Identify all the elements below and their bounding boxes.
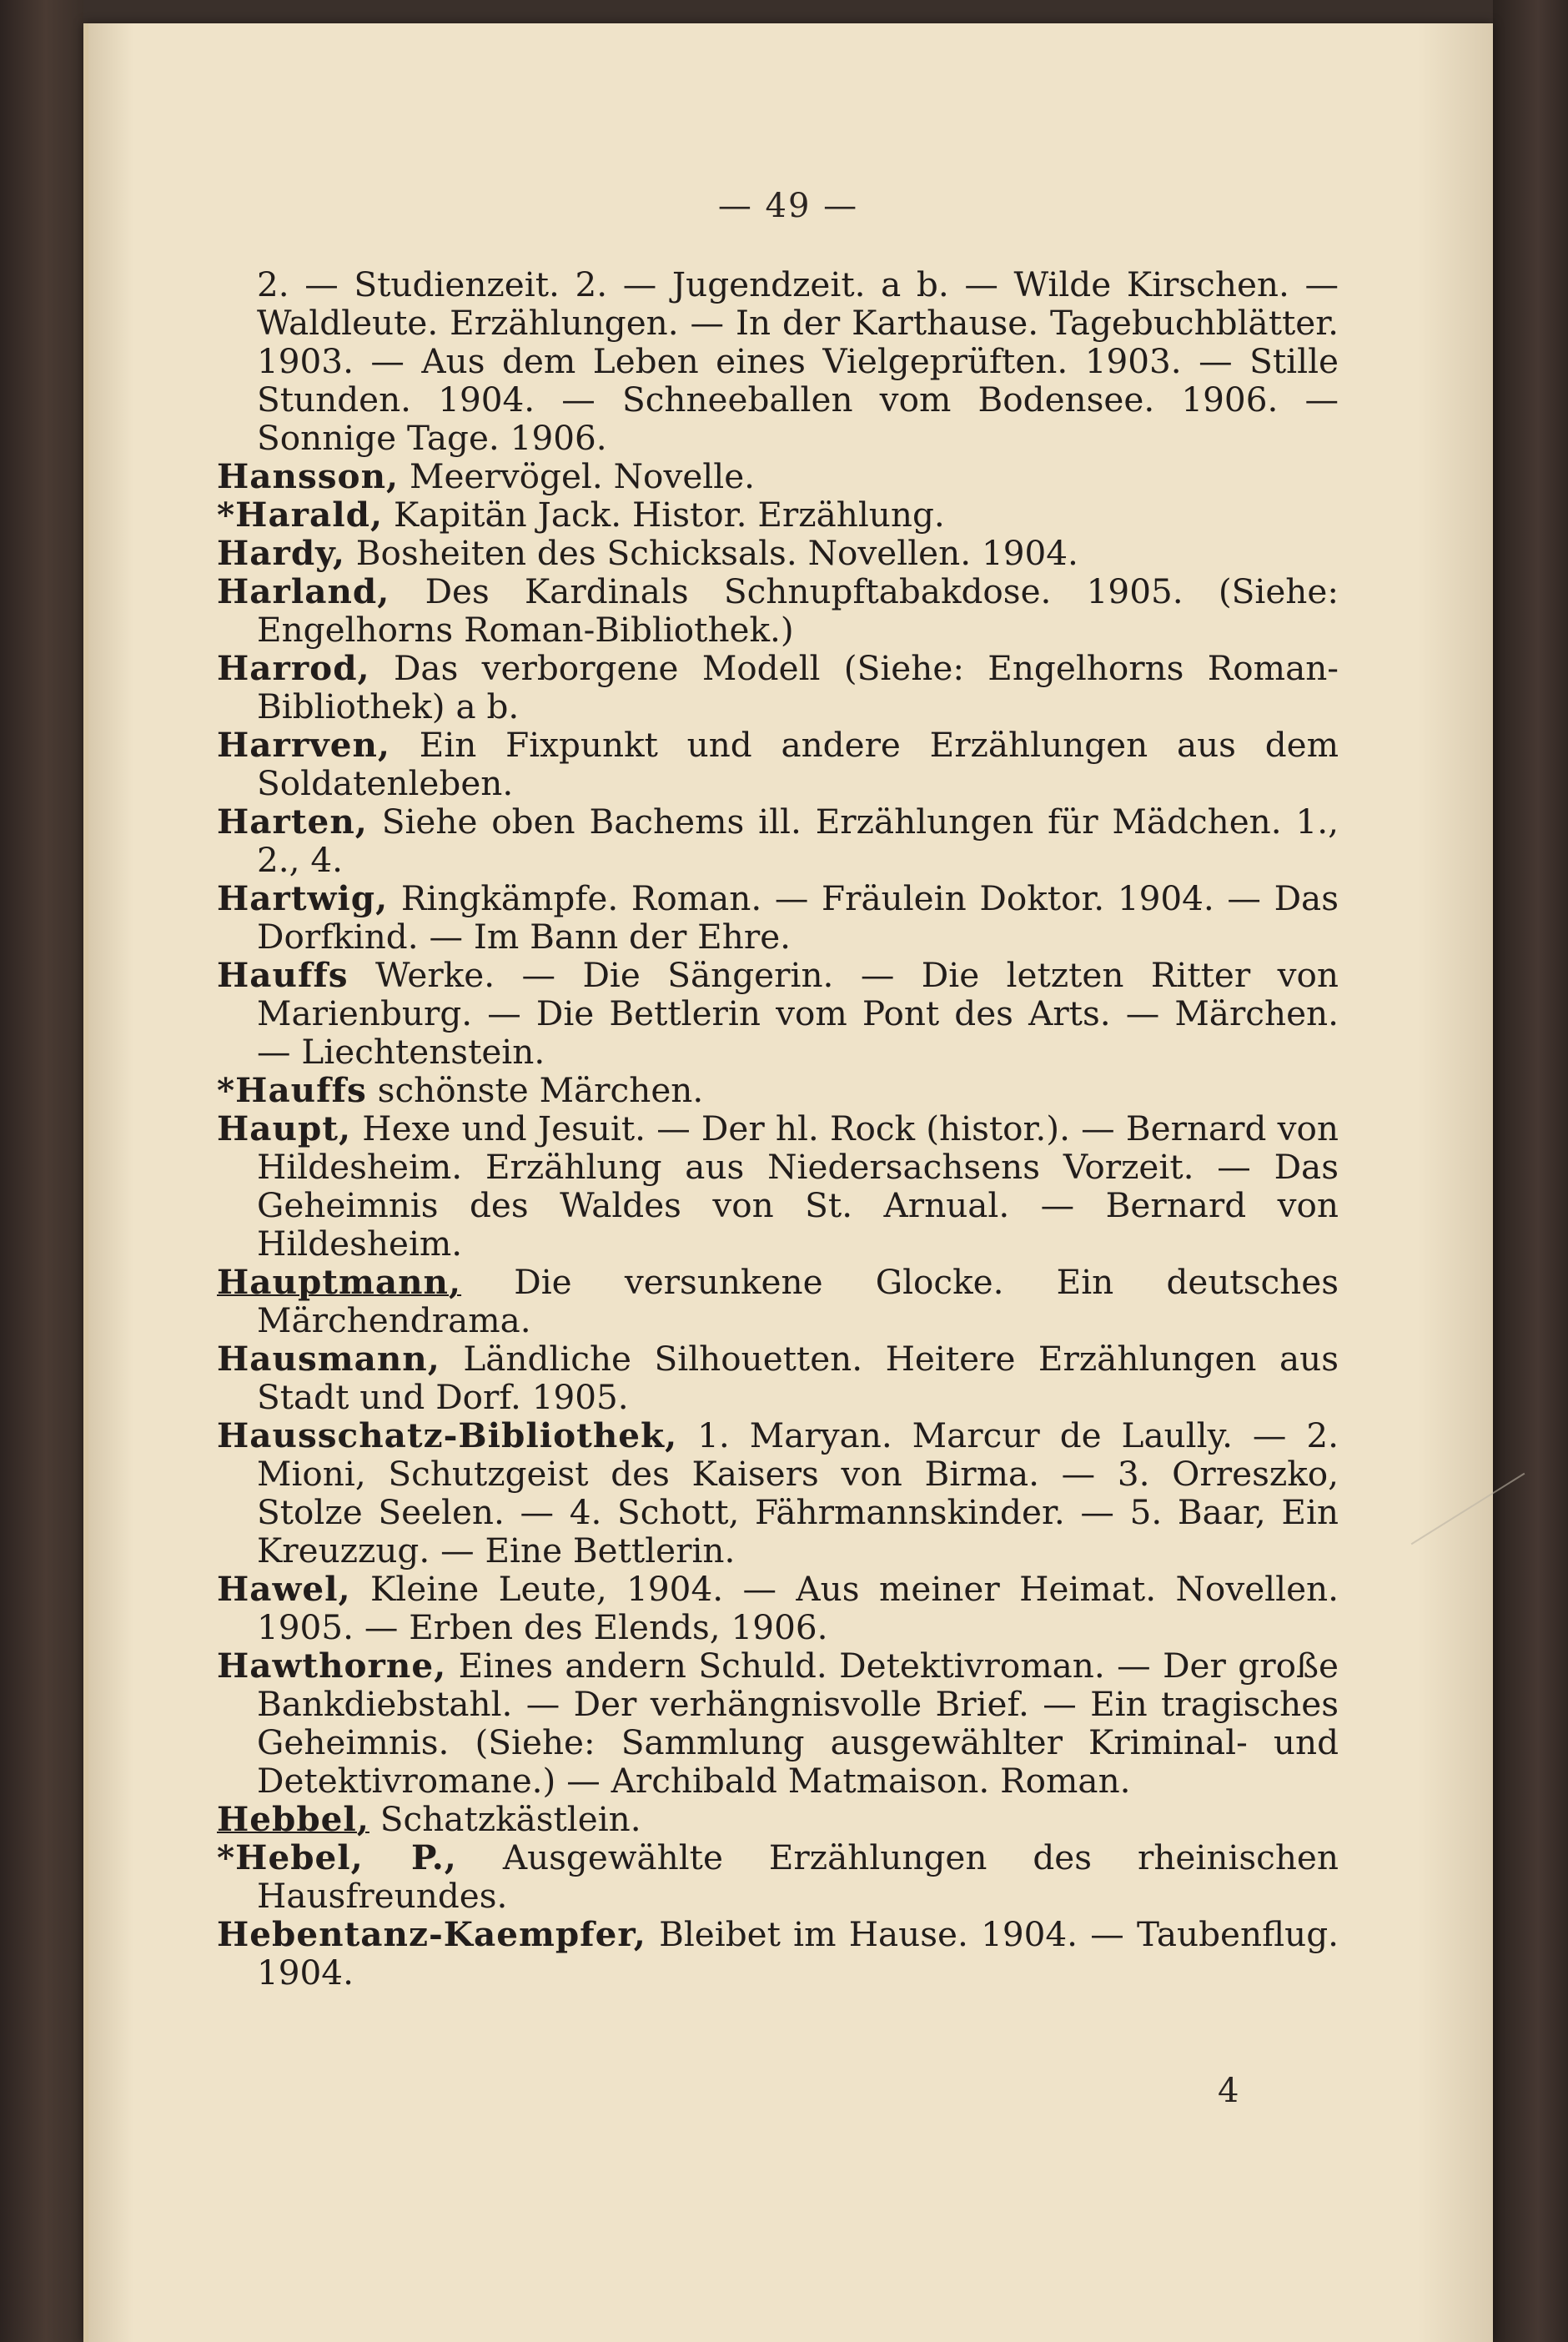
page-gutter	[83, 23, 88, 2342]
entry-titles: Ausgewählte Erzählungen des rheinischen Hausfreundes.	[257, 1837, 1339, 1916]
catalog-entry	[217, 1416, 1339, 1570]
entry-titles: Bosheiten des Schicksals. Novellen. 1904.	[344, 533, 1078, 573]
entry-titles: Eines andern Schuld. Detektivroman. — Der große Bankdiebstahl. — Der verhängnisvolle Brief. — Ein tragisches Geheimnis. (Siehe: Sammlung ausgewählter Kriminal- und Detektivromane.) — Archibald Matmaison. Roman.	[257, 1646, 1339, 1801]
entry-titles: Schatzkästlein.	[369, 1799, 641, 1839]
book-page	[83, 23, 1493, 2342]
entry-author: Hebentanz-Kaempfer,	[217, 1914, 646, 1954]
catalog-entry	[217, 726, 1339, 802]
entry-titles: 1. Maryan. Marcur de Laully. — 2. Mioni, Schutzgeist des Kaisers von Birma. — 3. Orreszko, Stolze Seelen. — 4. Schott, Fährmannskinder. — 5. Baar, Ein Kreuzzug. — Eine Bettlerin.	[257, 1415, 1339, 1571]
entry-titles: Ringkämpfe. Roman. — Fräulein Doktor. 1904. — Das Dorfkind. — Im Bann der Ehre.	[257, 878, 1339, 957]
entry-author: Hausmann,	[217, 1339, 440, 1379]
catalog-entry	[217, 495, 1339, 534]
entry-titles: schönste Märchen.	[366, 1070, 704, 1110]
entry-author: Hardy,	[217, 533, 345, 573]
entry-author: *Harald,	[217, 495, 384, 535]
entry-author: Hebbel,	[217, 1799, 369, 1839]
catalog-entries	[217, 265, 1339, 1992]
entry-titles: Ein Fixpunkt und andere Erzählungen aus dem Soldatenleben.	[257, 725, 1339, 803]
book-cover-left	[0, 0, 83, 2342]
entry-titles: Meervögel. Novelle.	[399, 456, 756, 496]
entry-titles: Hexe und Jesuit. — Der hl. Rock (histor.). — Bernard von Hildesheim. Erzählung aus Niedersachsens Vorzeit. — Das Geheimnis des Waldes von St. Arnual. — Bernard von Hildesheim.	[257, 1108, 1339, 1264]
entry-author: Hansson,	[217, 456, 400, 496]
entry-titles: Kleine Leute, 1904. — Aus meiner Heimat. Novellen. 1905. — Erben des Elends, 1906.	[257, 1569, 1339, 1647]
entry-author: *Hebel, P.,	[217, 1837, 457, 1877]
catalog-entry	[217, 1646, 1339, 1800]
entry-author: Hausschatz-Bibliothek,	[217, 1415, 678, 1455]
page-number: — 49 —	[717, 187, 859, 225]
entry-titles: Bleibet im Hause. 1904. — Taubenflug. 1904.	[257, 1914, 1339, 1993]
catalog-entry	[217, 649, 1339, 726]
catalog-entry	[217, 534, 1339, 572]
entry-titles: Kapitän Jack. Histor. Erzählung.	[383, 495, 945, 535]
entry-author: Harten,	[217, 802, 368, 842]
catalog-entry	[217, 1071, 1339, 1109]
catalog-entry	[217, 1263, 1339, 1339]
entry-titles: Siehe oben Bachems ill. Erzählungen für Mädchen. 1., 2., 4.	[257, 802, 1339, 880]
catalog-entry	[217, 879, 1339, 956]
entry-titles: Das verborgene Modell (Siehe: Engelhorns Roman-Bibliothek) a b.	[257, 648, 1339, 726]
entry-titles: Ländliche Silhouetten. Heitere Erzählungen aus Stadt und Dorf. 1905.	[257, 1339, 1339, 1417]
catalog-entry	[217, 1109, 1339, 1263]
entry-author: Haupt,	[217, 1108, 352, 1148]
entry-author: Hawthorne,	[217, 1646, 447, 1686]
entry-author: Hartwig,	[217, 878, 389, 918]
catalog-entry	[217, 1800, 1339, 1838]
entry-author: *Hauffs	[217, 1070, 367, 1110]
catalog-entry	[217, 1915, 1339, 1992]
signature-mark: 4	[1218, 2072, 1239, 2110]
entry-titles: Des Kardinals Schnupftabakdose. 1905. (Siehe: Engelhorns Roman-Bibliothek.)	[257, 571, 1339, 650]
catalog-entry	[217, 1339, 1339, 1416]
entry-author: Hauffs	[217, 955, 349, 995]
catalog-entry	[217, 1838, 1339, 1915]
catalog-entry	[217, 457, 1339, 495]
book-cover-right	[1493, 0, 1568, 2342]
catalog-entry	[217, 956, 1339, 1071]
entry-titles: Werke. — Die Sängerin. — Die letzten Ritter von Marienburg. — Die Bettlerin vom Pont des Arts. — Märchen. — Liechtenstein.	[257, 955, 1339, 1072]
entry-author: Harrod,	[217, 648, 370, 688]
catalog-entry	[217, 572, 1339, 649]
catalog-entry-continuation: 2. — Studienzeit. 2. — Jugendzeit. a b. — Wilde Kirschen. — Waldleute. Erzählungen. — In der Karthause. Tagebuchblätter. 1903. — Aus dem Leben eines Vielgeprüften. 1903. — Stille Stunden. 1904. — Schneeballen vom Bodensee. 1906. — Sonnige Tage. 1906.	[257, 264, 1339, 458]
entry-author: Hauptmann,	[217, 1262, 462, 1302]
catalog-entry	[217, 1570, 1339, 1646]
entry-author: Hawel,	[217, 1569, 351, 1609]
entry-author: Harrven,	[217, 725, 391, 765]
catalog-entry	[217, 802, 1339, 879]
entry-author: Harland,	[217, 571, 390, 611]
entry-titles: Die versunkene Glocke. Ein deutsches Märchendrama.	[257, 1262, 1339, 1340]
